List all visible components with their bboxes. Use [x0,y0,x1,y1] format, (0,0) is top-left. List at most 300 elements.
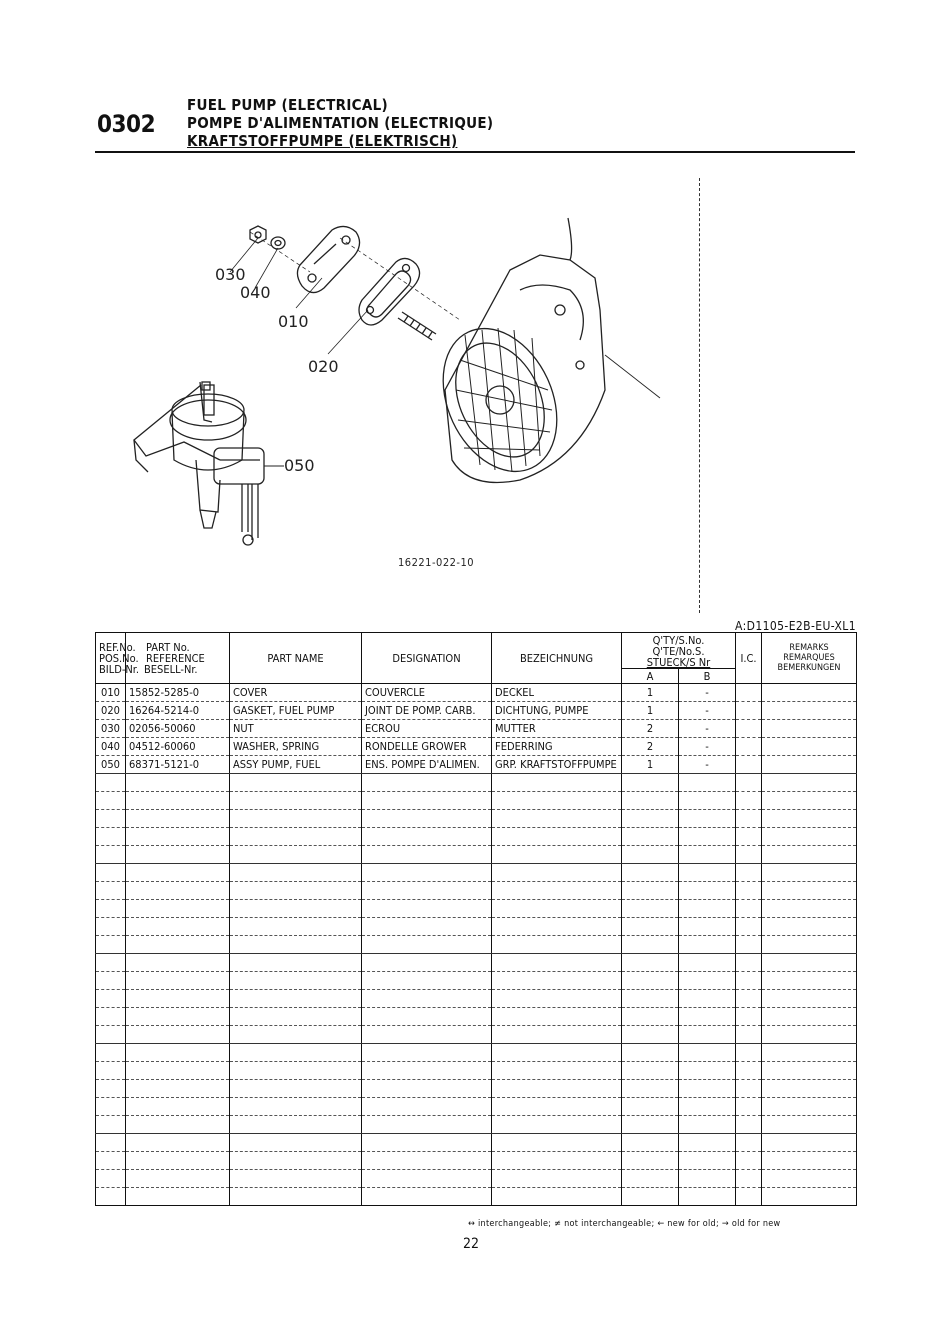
cell-bezeichnung [492,774,622,792]
table-row [96,1008,857,1026]
cell-ic [736,954,762,972]
cell-ic [736,882,762,900]
cell-ref [96,1188,126,1206]
table-row [96,990,857,1008]
cell-ic [736,774,762,792]
table-row [96,1116,857,1134]
cell-remarks [762,792,857,810]
cell-ic [736,702,762,720]
cell-qty-a [622,918,679,936]
cell-part-no [126,1026,230,1044]
cell-ref [96,792,126,810]
cell-remarks [762,720,857,738]
header-qty-a: A [622,669,679,684]
cell-bezeichnung [492,864,622,882]
cell-qty-a [622,1008,679,1026]
title-german: KRAFTSTOFFPUMPE (ELEKTRISCH) [187,132,458,150]
cell-part-no: 04512-60060 [126,738,230,756]
cell-ic [736,1044,762,1062]
cell-designation [362,1062,492,1080]
cell-qty-a [622,954,679,972]
cell-qty-b [679,1098,736,1116]
cell-remarks [762,774,857,792]
cell-bezeichnung: FEDERRING [492,738,622,756]
cell-designation [362,1134,492,1152]
cell-qty-b: - [679,720,736,738]
cell-part-no [126,1152,230,1170]
cell-designation [362,828,492,846]
cell-bezeichnung [492,1026,622,1044]
cell-name [230,882,362,900]
title-french: POMPE D'ALIMENTATION (ELECTRIQUE) [187,114,494,132]
cell-ref [96,810,126,828]
cell-qty-a [622,1134,679,1152]
cell-qty-b: - [679,702,736,720]
cell-designation: COUVERCLE [362,684,492,702]
cell-ref [96,1062,126,1080]
cell-remarks [762,738,857,756]
cell-name [230,846,362,864]
cell-qty-a [622,1116,679,1134]
cell-bezeichnung [492,846,622,864]
cell-ref [96,882,126,900]
cell-part-no: 15852-5285-0 [126,684,230,702]
table-row [96,1134,857,1152]
cell-qty-a: 1 [622,684,679,702]
cell-name [230,990,362,1008]
cell-qty-b [679,1152,736,1170]
header-bezeichnung: BEZEICHNUNG [492,633,622,684]
cell-name [230,936,362,954]
table-row [96,1098,857,1116]
table-row [96,774,857,792]
cell-name [230,1170,362,1188]
cell-qty-b [679,936,736,954]
cell-ref [96,774,126,792]
cell-bezeichnung [492,1134,622,1152]
cell-ref [96,954,126,972]
nut-drawing [250,226,266,243]
cell-part-no [126,864,230,882]
cell-qty-b [679,1062,736,1080]
cell-qty-a [622,1098,679,1116]
cell-part-no [126,918,230,936]
cell-bezeichnung [492,792,622,810]
callout-050: 050 [284,456,315,475]
callout-020: 020 [308,357,339,376]
cell-ic [736,1188,762,1206]
cell-remarks [762,756,857,774]
callout-030: 030 [215,265,246,284]
cell-remarks [762,1098,857,1116]
header-ic: I.C. [736,633,762,684]
cell-designation [362,1044,492,1062]
cell-designation: JOINT DE POMP. CARB. [362,702,492,720]
cell-ic [736,1026,762,1044]
table-row [96,954,857,972]
cell-qty-b [679,774,736,792]
table-row [96,810,857,828]
fuel-pump-drawing [134,382,284,545]
cell-ic [736,1152,762,1170]
cell-bezeichnung [492,1116,622,1134]
cell-qty-a [622,990,679,1008]
cell-ic [736,756,762,774]
cell-ic [736,936,762,954]
cell-name [230,864,362,882]
cell-designation [362,774,492,792]
cell-bezeichnung [492,828,622,846]
table-row [96,1170,857,1188]
cell-part-no [126,1062,230,1080]
cell-ref [96,1116,126,1134]
cell-ic [736,720,762,738]
cell-qty-a: 1 [622,702,679,720]
cell-remarks [762,864,857,882]
cell-qty-a [622,828,679,846]
cell-ic [736,1098,762,1116]
cell-bezeichnung [492,1098,622,1116]
cell-ic [736,1134,762,1152]
cell-part-no [126,810,230,828]
table-row [96,1044,857,1062]
cell-name: COVER [230,684,362,702]
cell-ic [736,918,762,936]
cell-part-no [126,1134,230,1152]
cell-qty-a [622,972,679,990]
cell-name [230,1098,362,1116]
table-row [96,1062,857,1080]
table-row [96,846,857,864]
cell-designation [362,900,492,918]
cell-ref [96,936,126,954]
cell-bezeichnung: DECKEL [492,684,622,702]
cell-part-no [126,1098,230,1116]
cell-part-no [126,1188,230,1206]
cell-part-no [126,828,230,846]
title-rule [95,151,855,153]
cell-designation [362,1188,492,1206]
cell-ref: 020 [96,702,126,720]
cell-qty-b: - [679,738,736,756]
cell-bezeichnung [492,1170,622,1188]
cell-remarks [762,684,857,702]
cell-qty-b [679,1026,736,1044]
cell-remarks [762,1116,857,1134]
cell-ref [96,1098,126,1116]
cell-qty-b [679,810,736,828]
cell-part-no [126,882,230,900]
cell-remarks [762,900,857,918]
cell-name: GASKET, FUEL PUMP [230,702,362,720]
cell-remarks [762,972,857,990]
cell-designation [362,954,492,972]
cell-qty-b [679,1080,736,1098]
cell-qty-a [622,882,679,900]
cell-remarks [762,702,857,720]
cell-designation [362,990,492,1008]
cell-name [230,1044,362,1062]
cell-designation: ENS. POMPE D'ALIMEN. [362,756,492,774]
cell-qty-a [622,792,679,810]
cell-qty-a [622,1170,679,1188]
cell-ic [736,864,762,882]
cell-ic [736,1062,762,1080]
cell-part-no: 68371-5121-0 [126,756,230,774]
cell-ref [96,972,126,990]
exploded-view-drawing [100,160,700,580]
cell-bezeichnung [492,1062,622,1080]
cell-qty-b [679,882,736,900]
title-english: FUEL PUMP (ELECTRICAL) [187,96,388,114]
cell-part-no [126,1116,230,1134]
cell-remarks [762,1134,857,1152]
cell-ref: 010 [96,684,126,702]
cell-bezeichnung [492,936,622,954]
cell-part-no [126,936,230,954]
callout-040: 040 [240,283,271,302]
cell-ic [736,792,762,810]
cell-ref [96,918,126,936]
cell-qty-a [622,1062,679,1080]
table-row [96,1188,857,1206]
cell-remarks [762,1026,857,1044]
cell-bezeichnung: MUTTER [492,720,622,738]
cell-bezeichnung [492,1152,622,1170]
cell-part-no [126,954,230,972]
page-number: 22 [463,1236,480,1252]
cell-remarks [762,1188,857,1206]
cell-ic [736,684,762,702]
cell-name [230,1080,362,1098]
cell-qty-a: 2 [622,738,679,756]
table-row [96,918,857,936]
table-header-row [96,633,857,669]
cell-designation [362,936,492,954]
cell-qty-b [679,1134,736,1152]
cell-name [230,1062,362,1080]
cell-name [230,1116,362,1134]
cell-remarks [762,990,857,1008]
parts-table-body [96,684,857,1206]
cover-drawing [297,226,359,292]
cell-name [230,828,362,846]
cell-ic [736,1116,762,1134]
cell-designation [362,846,492,864]
cell-name [230,972,362,990]
cell-designation [362,1098,492,1116]
cell-name [230,774,362,792]
cell-remarks [762,1080,857,1098]
cell-bezeichnung [492,918,622,936]
cell-ic [736,972,762,990]
cell-ic [736,900,762,918]
cell-qty-a [622,1044,679,1062]
cell-remarks [762,1008,857,1026]
cell-ic [736,1080,762,1098]
cell-bezeichnung [492,1008,622,1026]
cell-bezeichnung: GRP. KRAFTSTOFFPUMPE [492,756,622,774]
cell-qty-b [679,954,736,972]
cell-part-no: 16264-5214-0 [126,702,230,720]
cell-ic [736,1008,762,1026]
cell-remarks [762,810,857,828]
cell-qty-b [679,972,736,990]
cell-qty-b [679,864,736,882]
cell-name [230,810,362,828]
cell-ic [736,738,762,756]
figure-code: 16221-022-10 [398,556,475,569]
cell-designation [362,1152,492,1170]
cell-qty-b [679,846,736,864]
cell-part-no [126,846,230,864]
cell-qty-a [622,774,679,792]
cell-ic [736,1170,762,1188]
stud-bolt-drawing [398,312,436,340]
cell-name [230,918,362,936]
table-row [96,720,857,738]
callout-010: 010 [278,312,309,331]
cell-remarks [762,1152,857,1170]
cell-qty-b [679,1116,736,1134]
cell-part-no: 02056-50060 [126,720,230,738]
cell-bezeichnung: DICHTUNG, PUMPE [492,702,622,720]
cell-name: ASSY PUMP, FUEL [230,756,362,774]
cell-ic [736,846,762,864]
cell-ref: 030 [96,720,126,738]
cell-name: WASHER, SPRING [230,738,362,756]
gasket-drawing [359,258,420,325]
cell-bezeichnung [492,882,622,900]
cell-qty-b [679,828,736,846]
cell-qty-b: - [679,684,736,702]
table-row [96,756,857,774]
cell-qty-a [622,1080,679,1098]
cell-qty-b [679,1044,736,1062]
cell-name [230,1008,362,1026]
cell-name [230,900,362,918]
header-part-no: PART No. REFERENCE BESELL-Nr. [126,633,230,684]
cell-qty-b [679,1170,736,1188]
cell-remarks [762,846,857,864]
cell-designation [362,864,492,882]
engine-gear-case-drawing [421,218,660,490]
cell-name [230,1152,362,1170]
cell-remarks [762,1170,857,1188]
cell-bezeichnung [492,1188,622,1206]
cell-ref: 050 [96,756,126,774]
table-row [96,792,857,810]
cell-ref [96,1044,126,1062]
cell-ic [736,990,762,1008]
cell-ref [96,1170,126,1188]
cell-designation [362,1116,492,1134]
table-row [96,936,857,954]
cell-bezeichnung [492,1044,622,1062]
cell-remarks [762,1062,857,1080]
cell-qty-b [679,990,736,1008]
cell-bezeichnung [492,1080,622,1098]
table-row [96,900,857,918]
cell-designation [362,918,492,936]
cell-qty-b [679,900,736,918]
cell-ref [96,864,126,882]
cell-remarks [762,918,857,936]
header-ref: REF.No. POS.No. BILD-Nr. [96,633,126,684]
table-row [96,1080,857,1098]
cell-qty-b [679,1008,736,1026]
cell-qty-a [622,1026,679,1044]
cell-qty-a [622,810,679,828]
cell-bezeichnung [492,810,622,828]
cell-remarks [762,936,857,954]
cell-ref [96,1080,126,1098]
cell-qty-a [622,864,679,882]
cell-ref [96,828,126,846]
cell-name [230,1188,362,1206]
cell-designation: RONDELLE GROWER [362,738,492,756]
cell-name [230,954,362,972]
table-row [96,684,857,702]
cell-ref [96,1008,126,1026]
cell-remarks [762,1044,857,1062]
table-row [96,882,857,900]
cell-part-no [126,972,230,990]
table-row [96,972,857,990]
table-row [96,1152,857,1170]
table-row [96,738,857,756]
cell-designation: ECROU [362,720,492,738]
section-number: 0302 [97,110,156,138]
table-row [96,828,857,846]
cell-qty-a [622,900,679,918]
cell-qty-b [679,792,736,810]
cell-ref [96,1134,126,1152]
cell-designation [362,792,492,810]
cell-ref: 040 [96,738,126,756]
cell-qty-a [622,1152,679,1170]
cell-qty-a: 1 [622,756,679,774]
cell-ref [96,900,126,918]
parts-table [95,632,857,1206]
cell-designation [362,1008,492,1026]
cell-qty-b: - [679,756,736,774]
cell-remarks [762,882,857,900]
cell-part-no [126,990,230,1008]
cell-name: NUT [230,720,362,738]
section-titles [187,96,493,150]
header-designation: DESIGNATION [362,633,492,684]
cell-part-no [126,1044,230,1062]
cell-ic [736,810,762,828]
cell-designation [362,882,492,900]
cell-remarks [762,828,857,846]
table-row [96,1026,857,1044]
cell-name [230,1026,362,1044]
cell-ref [96,846,126,864]
header-qty: Q'TY/S.No. Q'TE/No.S. STUECK/S Nr [622,633,736,669]
cell-bezeichnung [492,900,622,918]
cell-bezeichnung [492,972,622,990]
cell-designation [362,810,492,828]
model-code: A:D1105-E2B-EU-XL1 [735,619,856,633]
header-part-name: PART NAME [230,633,362,684]
cell-qty-a [622,1188,679,1206]
cell-remarks [762,954,857,972]
header-qty-b: B [679,669,736,684]
table-row [96,702,857,720]
cell-qty-a [622,846,679,864]
